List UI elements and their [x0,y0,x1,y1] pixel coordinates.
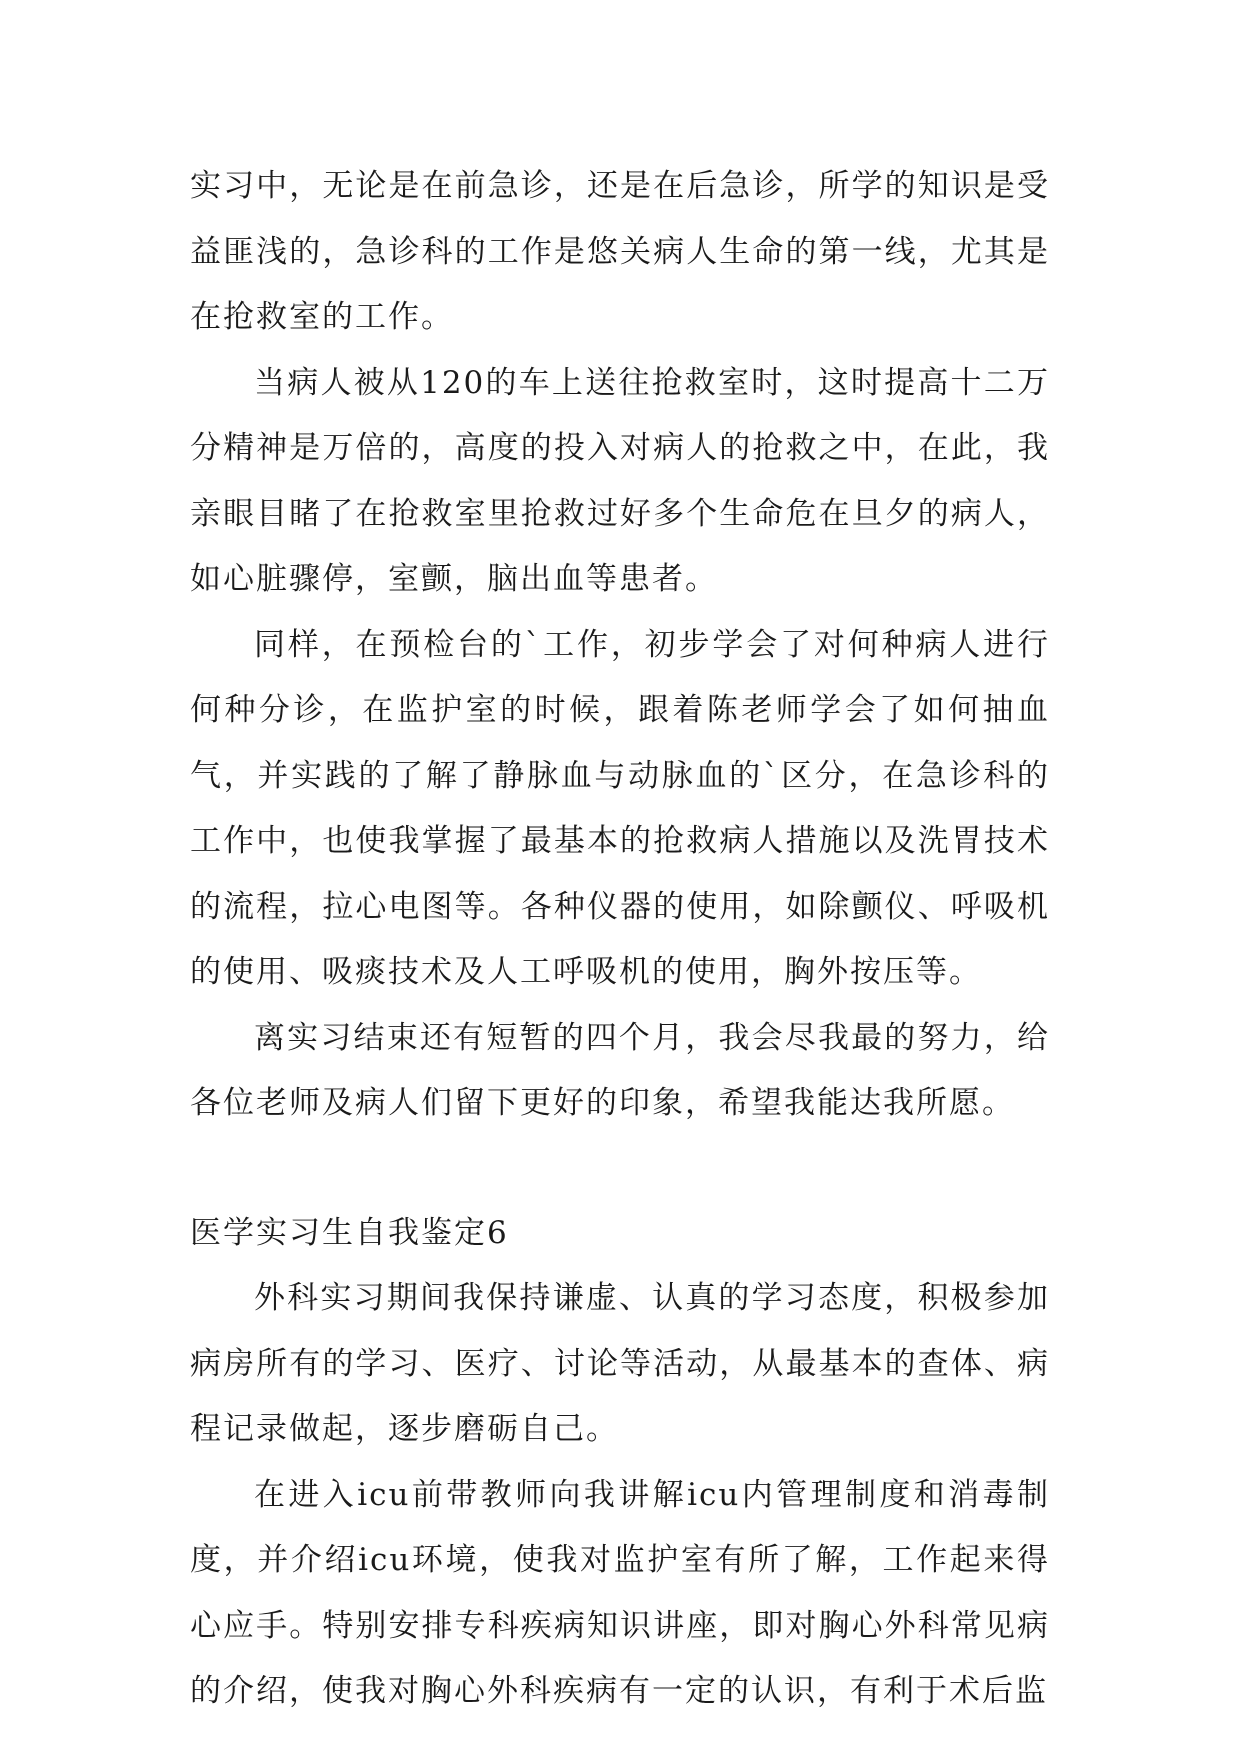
paragraph: 离实习结束还有短暂的四个月，我会尽我最的努力，给各位老师及病人们留下更好的印象，希望我能达我所愿。 [190,1019,1050,1121]
paragraph-continuation: 实习中，无论是在前急诊，还是在后急诊，所学的知识是受益匪浅的，急诊科的工作是悠关病人生命的第一线，尤其是在抢救室的工作。 [190,168,1050,335]
paragraph: 在进入icu前带教师向我讲解icu内管理制度和消毒制度，并介绍icu环境，使我对监护室有所了解，工作起来得心应手。特别安排专科疾病知识讲座，即对胸心外科常见病的介绍，使我对胸心外科疾病有一定的认识，有利于术后监 [190,1476,1050,1709]
paragraph: 同样，在预检台的`工作，初步学会了对何种病人进行何种分诊，在监护室的时候，跟着陈老师学会了如何抽血气，并实践的了解了静脉血与动脉血的`区分，在急诊科的工作中，也使我掌握了最基本的抢救病人措施以及洗胃技术的流程，拉心电图等。各种仪器的使用，如除颤仪、呼吸机的使用、吸痰技术及人工呼吸机的使用，胸外按压等。 [190,626,1050,990]
section-title: 医学实习生自我鉴定6 [190,1214,509,1251]
paragraph: 外科实习期间我保持谦虚、认真的学习态度，积极参加病房所有的学习、医疗、讨论等活动，从最基本的查体、病程记录做起，逐步磨砺自己。 [190,1280,1050,1447]
document-body [190,154,1050,1725]
paragraph: 当病人被从120的车上送往抢救室时，这时提高十二万分精神是万倍的，高度的投入对病人的抢救之中，在此，我亲眼目睹了在抢救室里抢救过好多个生命危在旦夕的病人，如心脏骤停，室颤，脑出血等患者。 [190,364,1050,597]
